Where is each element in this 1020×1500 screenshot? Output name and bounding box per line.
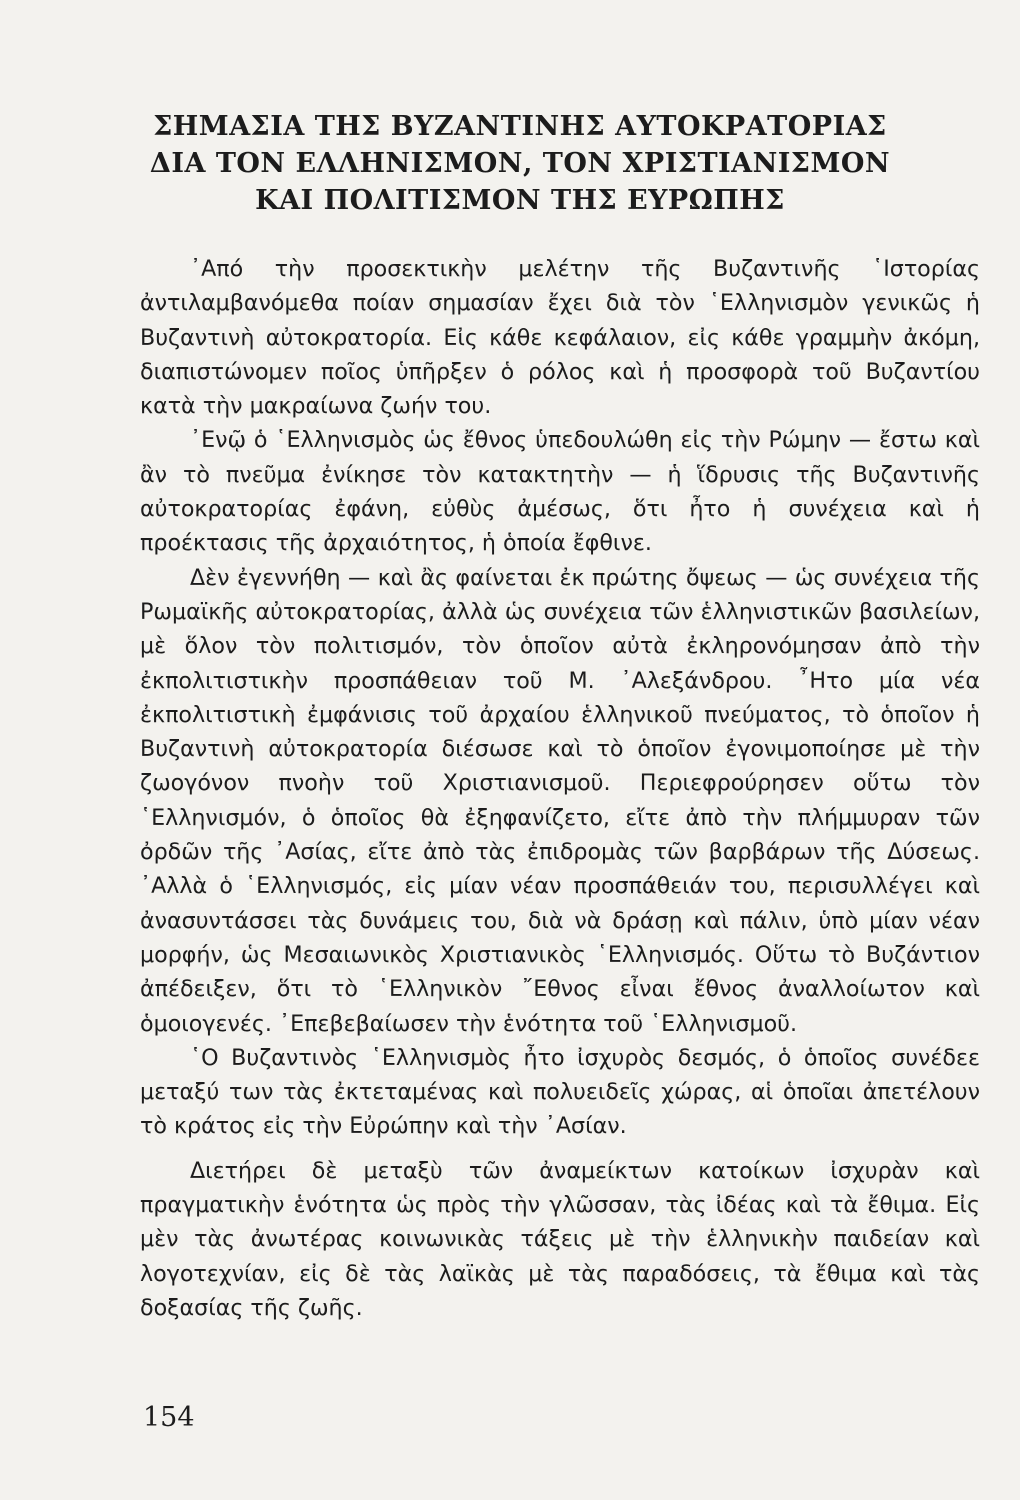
title-line-1: ΣΗΜΑΣΙΑ ΤΗΣ ΒΥΖΑΝΤΙΝΗΣ ΑΥΤΟΚΡΑΤΟΡΙΑΣ [153, 111, 887, 142]
paragraph: ᾿Ενῷ ὁ ῾Ελληνισμὸς ὡς ἔθνος ὑπεδουλώθη εἰς τὴν Ρώμην — ἔστω καὶ ἂν τὸ πνεῦμα ἐνίκησε τὸν κατακτητὴν — ἡ ἵδρυσις τῆς Βυζαντινῆς αὐτοκρατορίας ἐφάνη, εὐθὺς ἀμέσως, ὅτι ἦτο ἡ συνέχεια καὶ ἡ προέκτασις τῆς ἀρχαιότητος, ἡ ὁποία ἔφθινε. [140, 427, 980, 557]
title-line-2: ΔΙΑ ΤΟΝ ΕΛΛΗΝΙΣΜΟΝ, ΤΟΝ ΧΡΙΣΤΙΑΝΙΣΜΟΝ [149, 148, 891, 179]
paragraph: Διετήρει δὲ μεταξὺ τῶν ἀναμείκτων κατοίκων ἰσχυρὰν καὶ πραγματικὴν ἑνότητα ὡς πρὸς τὴν γλῶσσαν, τὰς ἰδέας καὶ τὰ ἔθιμα. Εἰς μὲν τὰς ἀνωτέρας κοινωνικὰς τάξεις μὲ τὴν ἑλληνικὴν παιδείαν καὶ λογοτεχνίαν, εἰς δὲ τὰς λαϊκὰς μὲ τὰς παραδόσεις, τὰ ἔθιμα καὶ τὰς δοξασίας τῆς ζωῆς. [140, 1157, 980, 1321]
body-text [140, 252, 980, 1325]
paragraph: ᾿Από τὴν προσεκτικὴν μελέτην τῆς Βυζαντινῆς ῾Ιστορίας ἀντιλαμβανόμεθα ποίαν σημασίαν ἔχει διὰ τὸν ῾Ελληνισμὸν γενικῶς ἡ Βυζαντινὴ αὐτοκρατορία. Εἰς κάθε κεφάλαιον, εἰς κάθε γραμμὴν ἀκόμη, διαπιστώνομεν ποῖος ὑπῆρξεν ὁ ρόλος καὶ ἡ προσφορὰ τοῦ Βυζαντίου κατὰ τὴν μακραίωνα ζωήν του. [140, 256, 980, 420]
title-line-3: ΚΑΙ ΠΟΛΙΤΙΣΜΟΝ ΤΗΣ ΕΥΡΩΠΗΣ [255, 185, 785, 216]
chapter-title [130, 108, 910, 219]
paragraph: Δὲν ἐγεννήθη — καὶ ἂς φαίνεται ἐκ πρώτης ὄψεως — ὡς συνέχεια τῆς Ρωμαϊκῆς αὐτοκρατορίας, ἀλλὰ ὡς συνέχεια τῶν ἑλληνιστικῶν βασιλείων, μὲ ὅλον τὸν πολιτισμόν, τὸν ὁποῖον αὐτὰ ἐκληρονόμησαν ἀπὸ τὴν ἐκπολιτιστικὴν προσπάθειαν τοῦ Μ. ᾿Αλεξάνδρου. ῏Ητο μία νέα ἐκπολιτιστικὴ ἐμφάνισις τοῦ ἀρχαίου ἑλληνικοῦ πνεύματος, τὸ ὁποῖον ἡ Βυζαντινὴ αὐτοκρατορία διέσωσε καὶ τὸ ὁποῖον ἐγονιμοποίησε μὲ τὴν ζωογόνον πνοὴν τοῦ Χριστιανισμοῦ. Περιεφρούρησεν οὕτω τὸν ῾Ελληνισμόν, ὁ ὁποῖος θὰ ἐξηφανίζετο, εἴτε ἀπὸ τὴν πλήμμυραν τῶν ὀρδῶν τῆς ᾿Ασίας, εἴτε ἀπὸ τὰς ἐπιδρομὰς τῶν βαρβάρων τῆς Δύσεως. ᾿Αλλὰ ὁ ῾Ελληνισμός, εἰς μίαν νέαν προσπάθειάν του, περισυλλέγει καὶ ἀνασυντάσσει τὰς δυνάμεις του, διὰ νὰ δράσῃ καὶ πάλιν, ὑπὸ μίαν νέαν μορφήν, ὡς Μεσαιωνικὸς Χριστιανικὸς ῾Ελληνισμός. Οὕτω τὸ Βυζάντιον ἀπέδειξεν, ὅτι τὸ ῾Ελληνικὸν ῎Εθνος εἶναι ἔθνος ἀναλλοίωτον καὶ ὁμοιογενές. ᾿Επεβεβαίωσεν τὴν ἑνότητα τοῦ ῾Ελληνισμοῦ. [140, 564, 980, 1037]
paragraph: ῾Ο Βυζαντινὸς ῾Ελληνισμὸς ἦτο ἰσχυρὸς δεσμός, ὁ ὁποῖος συνέδεε μεταξύ των τὰς ἐκτεταμένας καὶ πολυειδεῖς χώρας, αἱ ὁποῖαι ἀπετέλουν τὸ κράτος εἰς τὴν Εὐρώπην καὶ τὴν ᾿Ασίαν. [140, 1044, 980, 1140]
page-number: 154 [143, 1402, 195, 1433]
